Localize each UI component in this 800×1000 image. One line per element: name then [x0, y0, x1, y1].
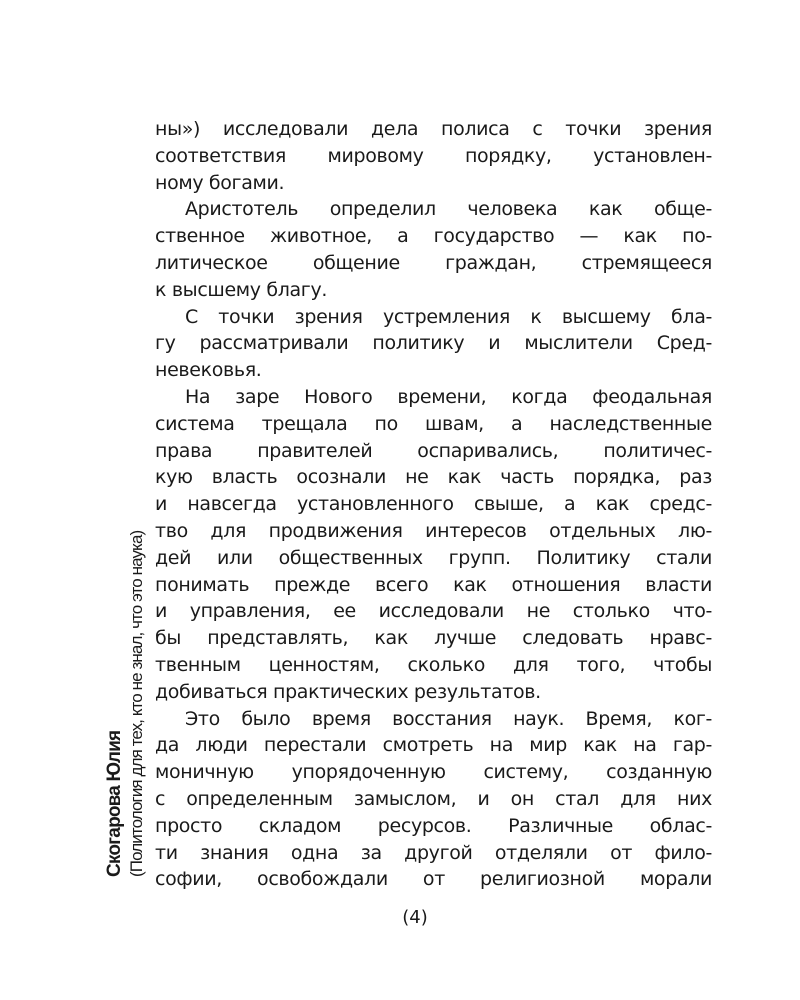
text-line: да люди перестали смотреть на мир как на гар- — [155, 734, 712, 757]
running-head — [104, 531, 148, 877]
text-line: понимать прежде всего как отношения власти — [155, 573, 712, 596]
text-line: литическое общение граждан, стремящееся — [155, 251, 712, 274]
text-line: бы представлять, как лучше следовать нравс- — [155, 627, 712, 650]
text-line: и управления, ее исследовали не столько что- — [155, 600, 712, 623]
page-number: (4) — [402, 907, 428, 928]
running-head-author: Скогарова Юлия — [104, 730, 125, 877]
text-line: соответствия мировому порядку, установлен- — [155, 144, 712, 167]
text-line: твенным ценностям, сколько для того, чтобы — [155, 653, 712, 676]
paragraph-first-line: На заре Нового времени, когда феодальная — [185, 385, 712, 408]
text-line: ны») исследовали дела полиса с точки зрения — [155, 118, 712, 140]
text-line: кую власть осознали не как часть порядка, раз — [155, 466, 712, 489]
text-line: софии, освобождали от религиозной морали — [155, 868, 712, 891]
text-line: добиваться практических результатов. — [155, 680, 541, 703]
text-line: ти знания одна за другой отделяли от фило- — [155, 841, 712, 864]
text-line: к высшему благу. — [155, 278, 328, 301]
paragraph-first-line: Это было время восстания наук. Время, ког- — [185, 707, 712, 730]
body-text — [155, 116, 712, 893]
paragraph-first-line: Аристотель определил человека как обще- — [185, 198, 712, 221]
running-head-title: (Политология для тех, кто не знал, что это наука) — [127, 530, 146, 877]
text-line: и навсегда установленного свыше, а как средс- — [155, 493, 712, 516]
text-line: права правителей оспаривались, политичес- — [155, 439, 712, 462]
text-line: ному богами. — [155, 171, 285, 194]
paragraph-first-line: С точки зрения устремления к высшему бла- — [185, 305, 712, 328]
text-line: гу рассматривали политику и мыслители Сред- — [155, 332, 712, 355]
text-line: тво для продвижения интересов отдельных лю- — [155, 519, 712, 542]
text-line: система трещала по швам, а наследственные — [155, 412, 712, 435]
text-line: ственное животное, а государство — как по- — [155, 225, 712, 248]
text-line: моничную упорядоченную систему, созданную — [155, 761, 712, 784]
text-line: с определенным замыслом, и он стал для них — [155, 787, 712, 810]
text-line: невековья. — [155, 359, 262, 382]
text-line: дей или общественных групп. Политику стали — [155, 546, 712, 569]
text-line: просто складом ресурсов. Различные облас- — [155, 814, 712, 837]
